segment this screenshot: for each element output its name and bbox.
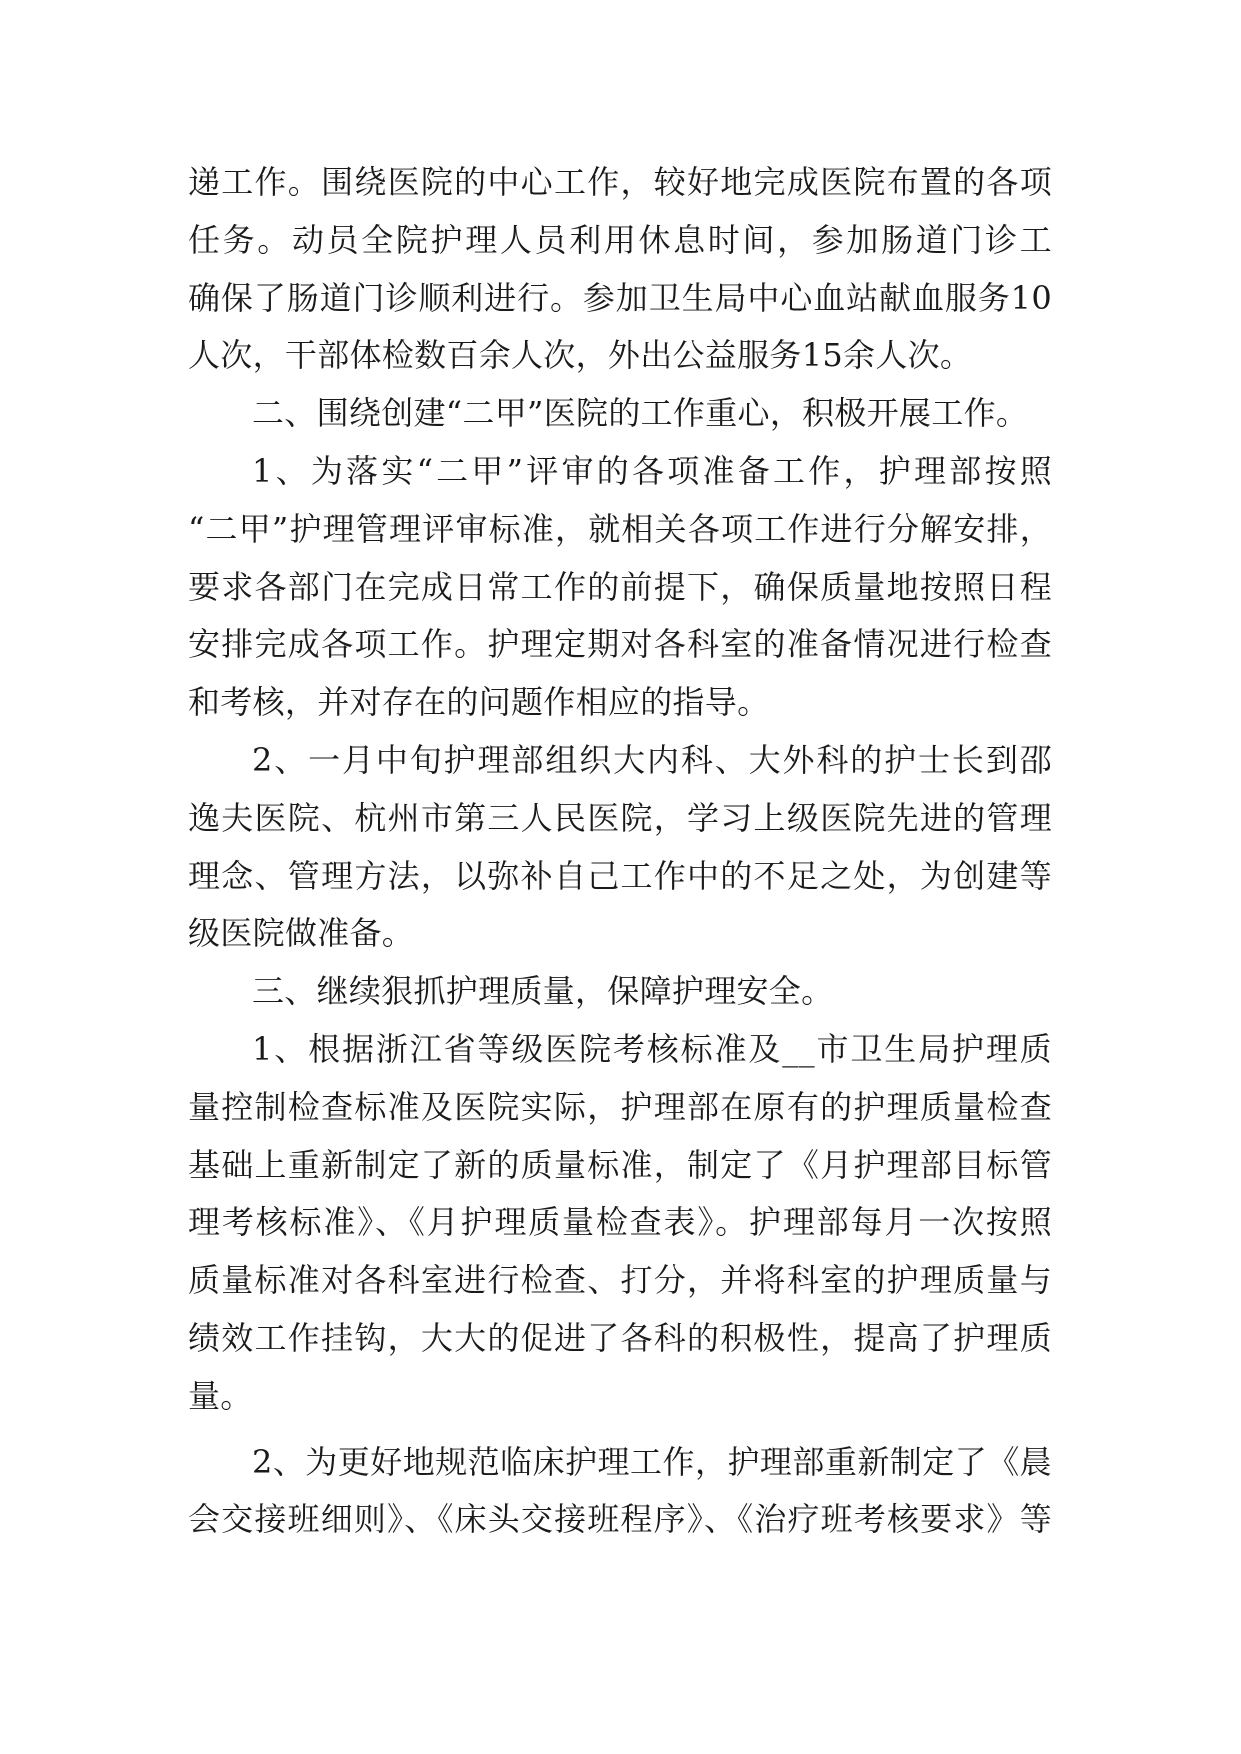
text-line: 递工作。围绕医院的中心工作，较好地完成医院布置的各项 (188, 163, 1052, 201)
text-line: 人次，干部体检数百余人次，外出公益服务15余人次。 (188, 336, 973, 375)
text-line: 质量标准对各科室进行检查、打分，并将科室的护理质量与 (188, 1261, 1052, 1300)
text-line: 1、根据浙江省等级医院考核标准及__市卫生局护理质 (252, 1029, 1052, 1068)
text-line: 级医院做准备。 (188, 914, 415, 953)
text-line: 会交接班细则》、《床头交接班程序》、《治疗班考核要求》等 (188, 1500, 1052, 1539)
text-line: 2、一月中旬护理部组织大内科、大外科的护士长到邵 (252, 740, 1052, 779)
section-heading: 三、继续狠抓护理质量，保障护理安全。 (252, 972, 834, 1011)
body-text (188, 154, 1052, 1549)
text-line: 基础上重新制定了新的质量标准，制定了《月护理部目标管 (188, 1145, 1052, 1184)
text-line: 1、为落实“二甲”评审的各项准备工作，护理部按照 (252, 451, 1052, 490)
text-line: 逸夫医院、杭州市第三人民医院，学习上级医院先进的管理 (188, 798, 1052, 837)
section-heading: 二、围绕创建“二甲”医院的工作重心，积极开展工作。 (252, 394, 1029, 433)
text-line: 要求各部门在完成日常工作的前提下，确保质量地按照日程 (188, 567, 1052, 606)
text-line: 绩效工作挂钩，大大的促进了各科的积极性，提高了护理质 (188, 1318, 1052, 1357)
paragraph-gap (188, 1426, 1052, 1434)
text-line: 量。 (188, 1376, 253, 1415)
text-line: 确保了肠道门诊顺利进行。参加卫生局中心血站献血服务10 (188, 278, 1052, 317)
text-line: “二甲”护理管理评审标准，就相关各项工作进行分解安排， (188, 509, 1052, 548)
text-line: 2、为更好地规范临床护理工作，护理部重新制定了《晨 (252, 1442, 1052, 1481)
text-line: 任务。动员全院护理人员利用休息时间，参加肠道门诊工 (188, 220, 1052, 259)
text-line: 和考核，并对存在的问题作相应的指导。 (188, 683, 770, 722)
text-line: 量控制检查标准及医院实际，护理部在原有的护理质量检查 (188, 1087, 1052, 1126)
text-line: 理考核标准》、《月护理质量检查表》。护理部每月一次按照 (188, 1203, 1052, 1242)
text-line: 理念、管理方法，以弥补自己工作中的不足之处，为创建等 (188, 856, 1052, 895)
text-line: 安排完成各项工作。护理定期对各科室的准备情况进行检查 (188, 625, 1052, 664)
